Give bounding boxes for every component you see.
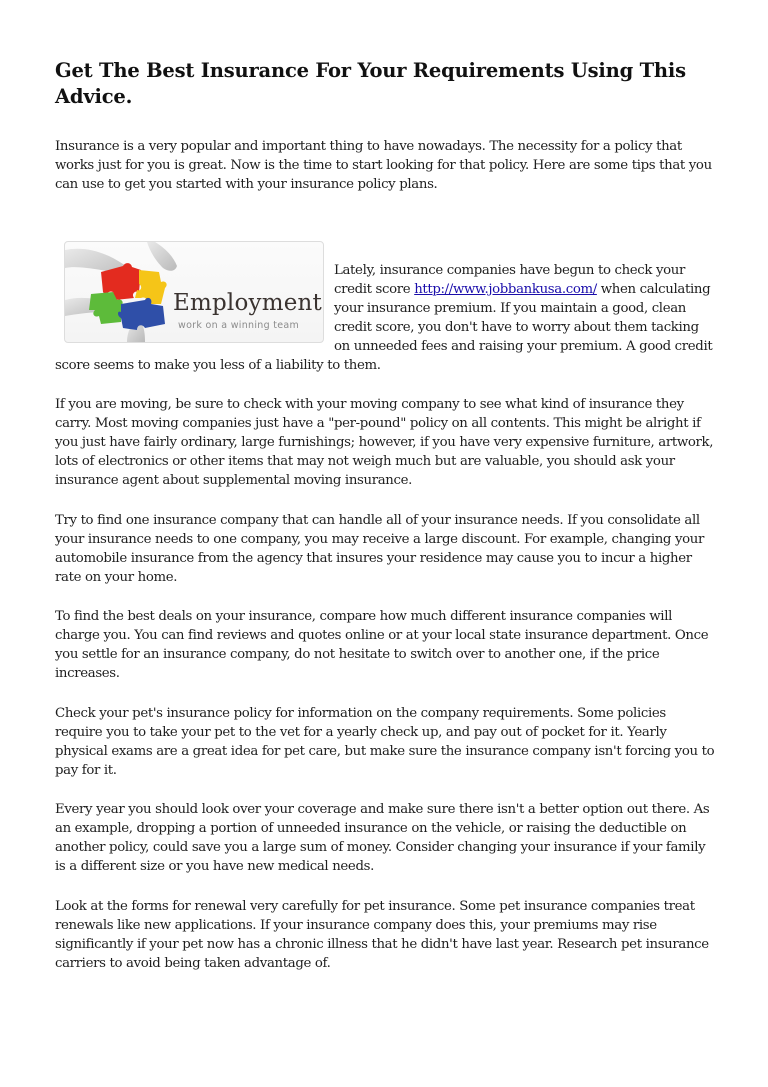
credit-text-before: Lately, insurance companies have begun to check your credit score bbox=[334, 262, 686, 297]
employment-image bbox=[64, 241, 324, 343]
compare-deals-paragraph: To find the best deals on your insurance, compare how much different insurance companies will charge you. You can find reviews and quotes online or at your local state insurance department. Once you settle for an insurance company, do not hesitate to switch over to another one, if the price increases. bbox=[55, 609, 709, 681]
employment-heading: Employment bbox=[173, 289, 322, 316]
yellow-puzzle-piece bbox=[135, 270, 167, 304]
consolidate-paragraph: Try to find one insurance company that can handle all of your insurance needs. If you consolidate all your insurance needs to one company, you may receive a large discount. For example, changing your automobile insurance from the agency that insures your residence may cause you to incur a higher rate on your home. bbox=[55, 512, 705, 585]
document-page bbox=[55, 58, 715, 993]
intro-paragraph: Insurance is a very popular and important thing to have nowadays. The necessity for a policy that works just for you is great. Now is the time to start looking for that policy. Here are some tips that you can use to get you started with your insurance policy plans. bbox=[55, 139, 712, 192]
page-title: Get The Best Insurance For Your Requirements Using This Advice. bbox=[55, 59, 686, 108]
renewal-forms-paragraph: Look at the forms for renewal very carefully for pet insurance. Some pet insurance companies treat renewals like new applications. If your insurance company does this, your premiums may rise significantly if your pet now has a chronic illness that he didn't have last year. Research pet insurance carriers to avoid being taken advantage of. bbox=[55, 898, 709, 971]
credit-text-after: when calculating your insurance premium. If you maintain a good, clean credit score, you don't have to worry about them tacking on unneeded fees and raising your premium. A good credit score seems to make you less of a liability to them. bbox=[55, 281, 713, 373]
pet-policy-paragraph: Check your pet's insurance policy for information on the company requirements. Some policies require you to take your pet to the vet for a yearly check up, and pay out of pocket for it. Yearly physical exams are a great idea for pet care, but make sure the insurance company isn't forcing you to pay for it. bbox=[55, 705, 715, 778]
employment-tagline: work on a winning team bbox=[178, 319, 300, 331]
jobbankusa-link[interactable]: http://www.jobbankusa.com/ bbox=[414, 281, 597, 297]
coverage-review-paragraph: Every year you should look over your coverage and make sure there isn't a better option out there. As an example, dropping a portion of unneeded insurance on the vehicle, or raising the deductible on another policy, could save you a large sum of money. Consider changing your insurance if your family is a different size or you have new medical needs. bbox=[55, 802, 710, 874]
image-spacer bbox=[55, 215, 715, 231]
moving-paragraph: If you are moving, be sure to check with your moving company to see what kind of insurance they carry. Most moving companies just have a "per-pound" policy on all contents. This might be alright if you just have fairly ordinary, large furnishings; however, if you have very expensive furniture, artwork, lots of electronics or other items that may not weigh much but are valuable, you should ask your insurance agent about supplemental moving insurance. bbox=[55, 397, 714, 488]
